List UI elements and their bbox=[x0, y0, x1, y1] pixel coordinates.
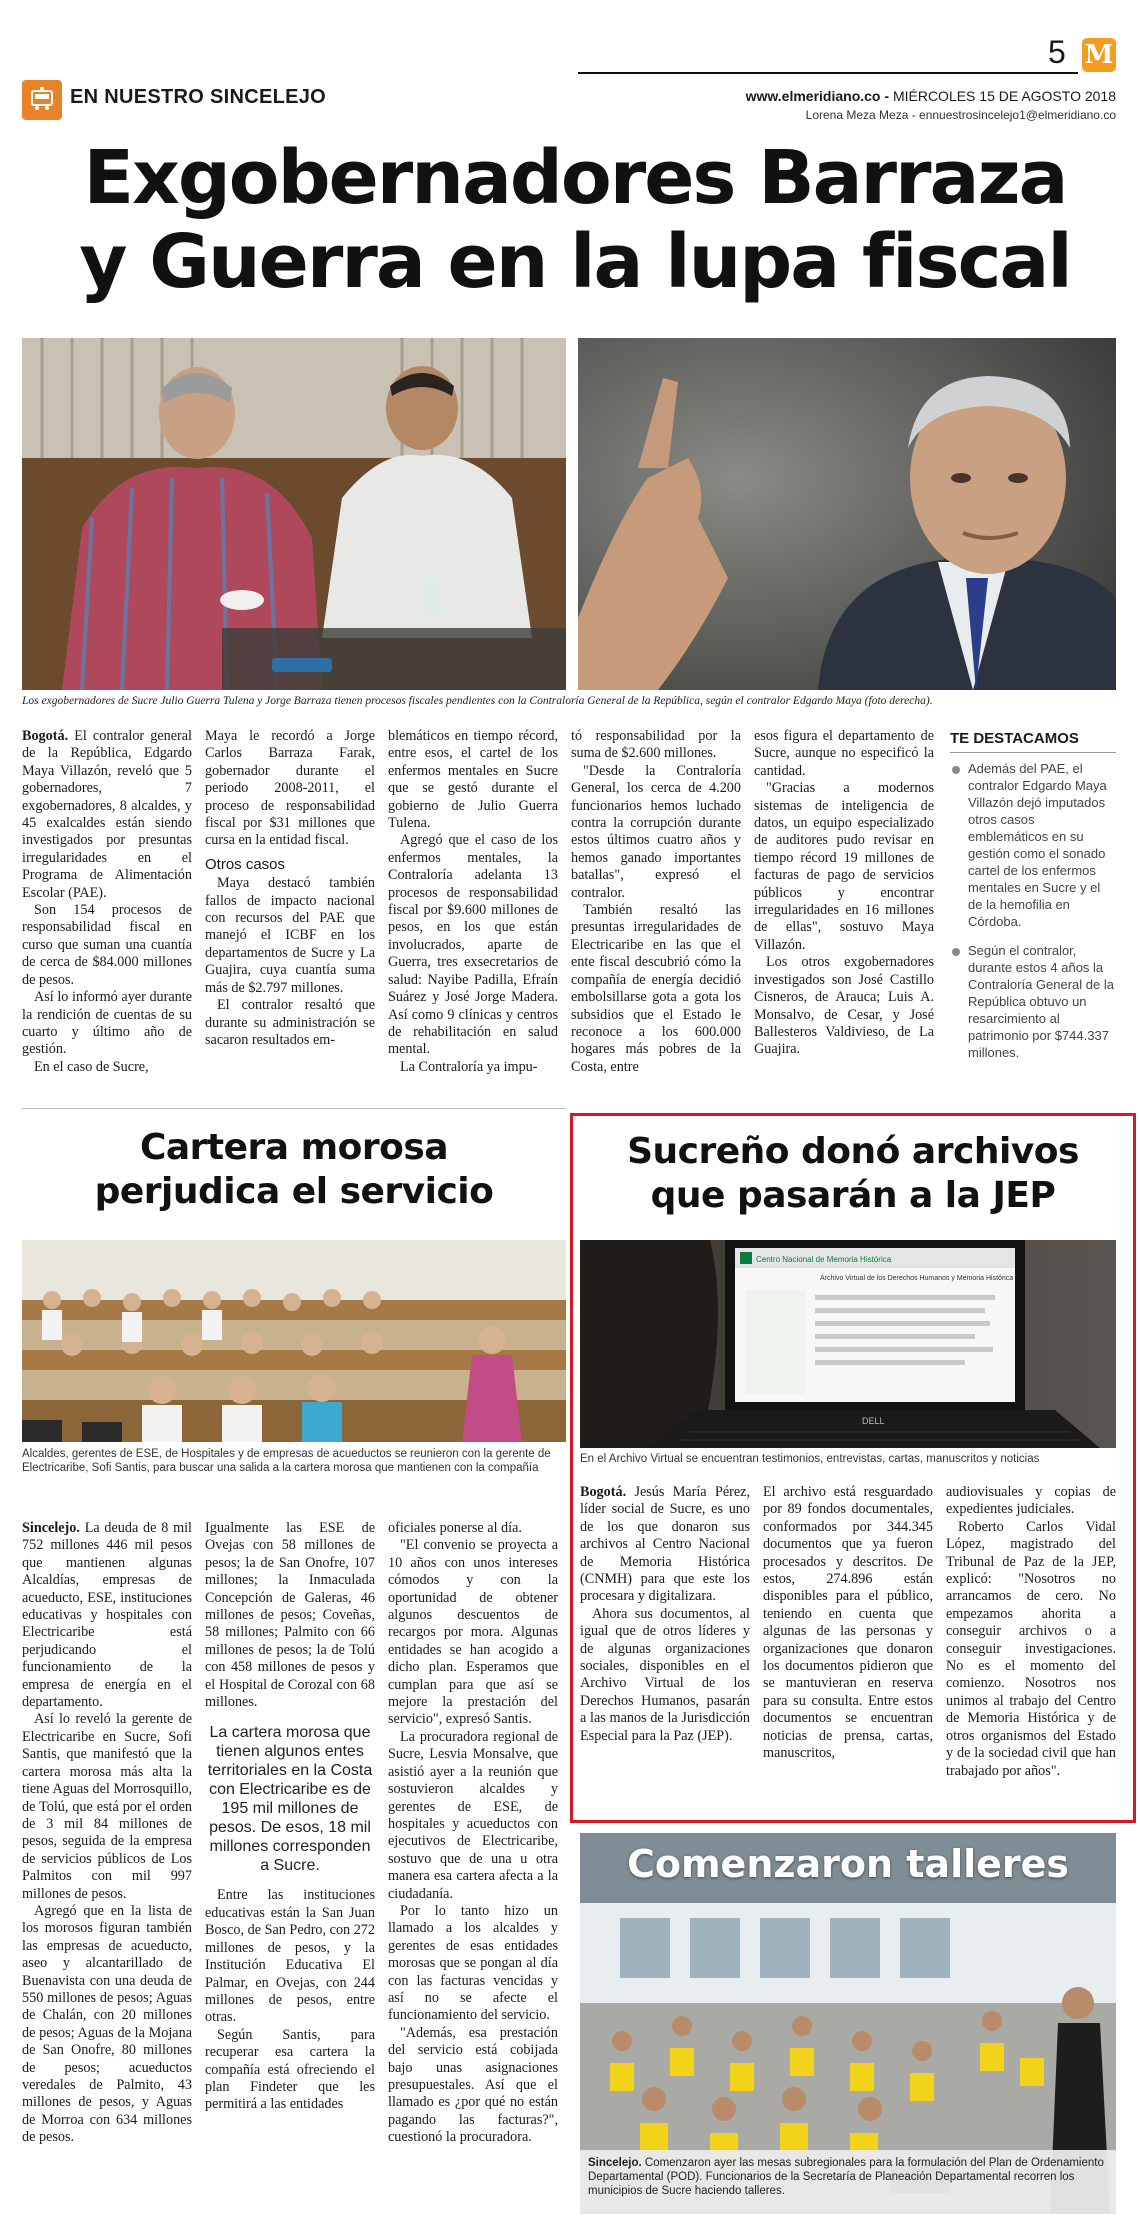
jep-column-2: El archivo está resguardado por 89 fondos documentales, conformados por 344.345 documentos que ya fueron procesados y descritos. De estos, 274.896 están disponibles para el público, teniendo en cuenta que algunas de las personas y organizaciones que donaron los documentos pidieron que se mantuvieran en reserva para su consulta. Entre estos documentos se encuentran noticias de prensa, cartas, manuscritos, bbox=[763, 1484, 933, 1762]
jep-column-1: Bogotá. Jesús María Pérez, líder social de Sucre, es uno de los que donaron sus archivos al Centro Nacional de Memoria Histórica (CNMH) para que este los procesara y digitalizara. Ahora sus documentos, al igual que de otros líderes y de algunas organizaciones sociales, disponibles en el Archivo Virtual de los Derechos Humanos, pasarán a las manos de la Jurisdicción Especial para la Paz (JEP). bbox=[580, 1484, 750, 1744]
photo-contralor-maya bbox=[578, 338, 1116, 690]
lead-column-4: tó responsabilidad por la suma de $2.600 millones. "Desde la Contraloría General, los cerca de 4.200 funcionarios hemos luchado contra la corrupción durante estos últimos cuatro años y hemos ganado importantes batallas", expresó el contralor. También resaltó las presuntas irregularidades de Electricaribe en las que el ente fiscal descubrió cómo la compañía de energía decidió embolsillarse gota a gota los subsidios que el Estado le reconoce a los 600.000 hogares más pobres de la Costa, entre bbox=[571, 728, 741, 1075]
cartera-headline: Cartera morosa perjudica el servicio bbox=[94, 1127, 494, 1212]
author-line: Lorena Meza Meza - ennuestrosincelejo1@elmeridiano.co bbox=[805, 108, 1116, 122]
lead-column-2: Maya le recordó a Jorge Carlos Barraza Farak, gobernador durante el periodo 2008-2011, el proceso de responsabilidad fiscal por $31 millones que cursa en la entidad fiscal. Otros casos Maya destacó también fallos de impacto nacional con recursos del PAE que manejó el ICBF en los departamentos de Sucre y La Guajira, cuya cuantía suma más de $2.797 millones. El contralor resaltó que durante su administración se sacaron resultados em- bbox=[205, 728, 375, 1048]
bus-stop-icon bbox=[28, 86, 56, 114]
issue-date: MIÉRCOLES 15 DE AGOSTO 2018 bbox=[892, 88, 1116, 104]
photo-reunion-electricaribe bbox=[22, 1240, 566, 1442]
pull-quote: La cartera morosa que tienen algunos entes territoriales en la Costa con Electricaribe es de 195 mil millones de pesos. De esos, 18 mil millones corresponden a Sucre. bbox=[207, 1724, 373, 1875]
lead-column-5: esos figura el departamento de Sucre, aunque no especificó la cantidad. "Gracias a modernos sistemas de inteligencia de datos, un equipo especializado de auditores pudo revisar en tiempo récord 19 millones de facturas de pago de servicios públicos y encontrar irregularidades en 16 millones de ellas", sostuvo Maya Villazón. Los otros exgobernadores investigados son José Castillo Cisneros, de Arauca; Luis A. Monsalvo, de Cesar, y José Ballesteros Valdivieso, de La Guajira. bbox=[754, 728, 934, 1058]
dateline: Sincelejo. bbox=[22, 1520, 80, 1536]
screen-subtitle: Archivo Virtual de los Derechos Humanos y Memoria Histórica bbox=[820, 1275, 1014, 1282]
newspaper-logo: M bbox=[1082, 38, 1116, 72]
section-label: EN NUESTRO SINCELEJO bbox=[70, 86, 327, 108]
photo-archivo-virtual bbox=[580, 1240, 1116, 1448]
destacamos-rule bbox=[950, 752, 1116, 753]
destacamos-item: Según el contralor, durante estos 4 años la Contraloría General de la República obtuvo un resarcimiento al patrimonio por $744.337 millones. bbox=[950, 942, 1116, 1061]
talleres-photo-caption: Sincelejo. Comenzaron ayer las mesas subregionales para la formulación del Plan de Ordenamiento Departamental (POD). Funcionarios de la Secretaría de Planeación Departamental recorren los municipios de Sucre haciendo talleres. bbox=[580, 2150, 1116, 2214]
lead-column-1: Bogotá. El contralor general de la República, Edgardo Maya Villazón, reveló que 5 gobernadores, 7 exgobernadores, 8 alcaldes, y 45 exalcaldes están siendo investigados por presuntas irregularidades en el Programa de Alimentación Escolar (PAE). Son 154 procesos de responsabilidad fiscal en curso que suman una cuantía de cerca de $84.000 millones de pesos. Así lo informó ayer durante la rendición de cuentas de su cuarto y último año de gestión. En el caso de Sucre, bbox=[22, 728, 192, 1075]
lead-headline bbox=[30, 136, 1120, 304]
section-divider bbox=[22, 1108, 566, 1109]
dateline: Bogotá. bbox=[580, 1484, 627, 1500]
page-number: 5 bbox=[1048, 34, 1066, 70]
cartera-column-2: Igualmente las ESE de Ovejas con 58 millones de pesos; la de San Onofre, 107 millones; la Inmaculada Concepción de Galeras, 46 millones de pesos; Coveñas, 58 millones; Palmito con 66 millones de pesos; la de Tolú con 458 millones de pesos y el Hospital de Corozal con 68 millones. La cartera morosa que tienen algunos entes territoriales en la Costa con Electricaribe es de 195 mil millones de pesos. De esos, 18 mil millones corresponden a Sucre. Entre las instituciones educativas están la San Juan Bosco, de San Pedro, con 272 millones de pesos, y la Institución Educativa El Palmar, en Ovejas, con 244 millones de pesos, entre otras. Según Santis, para recuperar esa cartera la compañía está ofreciendo el plan Findeter que les permitirá a las entidades bbox=[205, 1520, 375, 2113]
lead-headline-line2: y Guerra en la lupa fiscal bbox=[79, 219, 1071, 305]
site-date bbox=[746, 88, 1116, 104]
jep-headline: Sucreño donó archivos que pasarán a la JEP bbox=[627, 1131, 1079, 1216]
lead-photo-caption: Los exgobernadores de Sucre Julio Guerra Tulena y Jorge Barraza tienen procesos fiscales pendientes con la Contraloría General de la República, según el contralor Edgardo Maya (foto derecha). bbox=[22, 695, 933, 707]
site-url[interactable]: www.elmeridiano.co - bbox=[745, 88, 890, 104]
section-icon bbox=[22, 80, 62, 120]
destacamos-list bbox=[950, 760, 1116, 1073]
lead-headline-line1: Exgobernadores Barraza bbox=[83, 135, 1067, 221]
laptop-brand: DELL bbox=[862, 1416, 885, 1426]
header-rule bbox=[578, 72, 1078, 74]
dateline: Bogotá. bbox=[22, 728, 69, 744]
jep-column-3: audiovisuales y copias de expedientes judiciales. Roberto Carlos Vidal López, magistrado del Tribunal de Paz de la JEP, explicó: "Nosotros no arrancamos de cero. No empezamos ahorita a conseguir archivos o a conseguir investigaciones. No es el momento del comienzo. Nosotros nos unimos al trabajo del Centro de Memoria Histórica y de otros organismos del Estado y de la sociedad civil que han trabajado por años". bbox=[946, 1484, 1116, 1779]
cartera-photo-caption: Alcaldes, gerentes de ESE, de Hospitales y de empresas de acueductos se reunieron con la gerente de Electricaribe, Sofi Santis, para buscar una salida a la cartera morosa que mantienen con la compañía bbox=[22, 1448, 551, 1474]
lead-column-3: blemáticos en tiempo récord, entre esos, el cartel de los enfermos mentales en Sucre que se gestó durante el gobierno de Julio Guerra Tulena. Agregó que el caso de los enfermos mentales, la Contraloría adelanta 13 procesos de responsabilidad fiscal por $9.600 millones de pesos, en los que están involucrados, aparte de Guerra, tres exsecretarios de salud: Nayibe Padilla, Efraín Suárez y José Jorge Madera. Así como 9 clínicas y centros de rehabilitación en salud mental. La Contraloría ya impu- bbox=[388, 728, 558, 1075]
destacamos-item: Además del PAE, el contralor Edgardo Maya Villazón dejó imputados otros casos emblemáticos en su gestión como el sonado cartel de los enfermos mentales en Sucre y el de la hemofilia en Córdoba. bbox=[950, 760, 1116, 930]
dateline: Sincelejo. bbox=[588, 2157, 642, 2169]
screen-title: Centro Nacional de Memoria Histórica bbox=[756, 1255, 892, 1264]
cartera-column-1: Sincelejo. La deuda de 8 mil 752 millones 446 mil pesos que mantienen algunas Alcaldías, empresas de acueducto, ESE, instituciones educativas y hospitales con Electricaribe está perjudicando el funcionamiento de la empresa de energía en el departamento. Así lo reveló la gerente de Electricaribe en Sucre, Sofi Santis, que manifestó que la cartera morosa más alta la tiene Aguas del Morrosquillo, de Tolú, que está por el orden de 3 mil 84 millones de pesos, seguida de la empresa de servicios públicos de Los Palmitos con mil 997 millones de pesos. Agregó que en la lista de los morosos figuran también las empresas de acueducto, aseo y alcantarillado de Buenavista con una deuda de 550 millones de pesos; Aguas de Chalán, con 20 millones de pesos; Aguas de la Mojana de San Onofre, 80 millones de pesos; acueductos veredales de Palmito, 43 millones de pesos, y Aguas de Morroa con 634 millones de pesos. bbox=[22, 1520, 192, 2146]
photo-exgobernadores bbox=[22, 338, 566, 690]
subhead-otros-casos: Otros casos bbox=[205, 855, 286, 873]
destacamos-title: TE DESTACAMOS bbox=[950, 730, 1079, 747]
cartera-column-3: oficiales ponerse al día. "El convenio se proyecta a 10 años con unos intereses cómodos y con la oportunidad de obtener algunos descuentos de recargos por mora. Algunas entidades se han acogido a dicho plan. Esperamos que cumplan para que así se mejore la prestación del servicio", expresó Santis. La procuradora regional de Sucre, Lesvia Monsalve, que asistió ayer a la reunión que sostuvieron alcaldes y gerentes de ESE, de hospitales y acueductos con ejecutivos de Electricaribe, sostuvo que de una u otra manera esa cartera afecta a la ciudadanía. Por lo tanto hizo un llamado a los alcaldes y gerentes de esas entidades morosas que se pongan al día con las facturas vencidas y así no se afecte el funcionamiento del servicio. "Además, esa prestación del servicio está cobijada bajo unas asignaciones presupuestales. Así que el llamado es ¿por qué no están pagando las facturas?", cuestionó la procuradora. bbox=[388, 1520, 558, 2146]
talleres-headline: Comenzaron talleres bbox=[626, 1842, 1070, 1886]
jep-photo-caption: En el Archivo Virtual se encuentran testimonios, entrevistas, cartas, manuscritos y noticias bbox=[580, 1453, 1040, 1465]
